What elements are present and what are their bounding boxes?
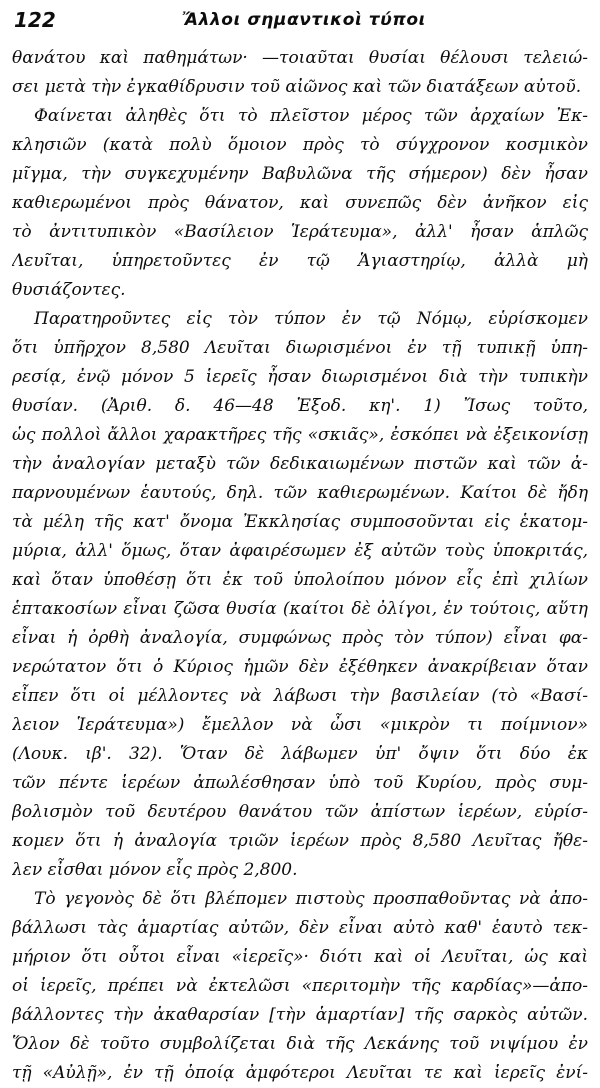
text-line: Τὸ γεγονὸς δὲ ὅτι βλέπομεν πιστοὺς προσπαθοῦντας νὰ ἀπο-: [34, 889, 588, 909]
text-line: θυσιάζοντες.: [12, 280, 126, 300]
text-line: καθιερωμένοι πρὸς θάνατον, καὶ συνεπῶς δὲν ἀνῆκον εἰς: [12, 193, 588, 213]
text-line: κλησιῶν (κατὰ πολὺ ὅμοιον πρὸς τὸ σύγχρονον κοσμικὸν: [12, 135, 588, 155]
body-text: [12, 44, 588, 1088]
text-line: μύρια, ἀλλ' ὅμως, ὅταν ἀφαιρέσωμεν ἐξ αὐτῶν τοὺς ὑποκριτάς,: [12, 541, 588, 561]
text-line: ὡς πολλοὶ ἄλλοι χαρακτῆρες τῆς «σκιᾶς», ἐσκόπει νὰ ἐξεικονίσῃ: [12, 425, 588, 445]
text-line: ρεσίᾳ, ἐνῷ μόνον 5 ἱερεῖς ἦσαν διωρισμένοι διὰ τὴν τυπικὴν: [12, 367, 588, 387]
text-line: τῇ «Αὐλῇ», ἐν τῇ ὁποίᾳ ἀμφότεροι Λευῖται τε καὶ ἱερεῖς ἐνί-: [12, 1063, 588, 1083]
text-line: Λευῖται, ὑπηρετοῦντες ἐν τῷ Ἁγιαστηρίῳ, ἀλλὰ μὴ: [12, 251, 588, 271]
text-line: λειον Ἱεράτευμα») ἔμελλον νὰ ὦσι «μικρὸν τι ποίμνιον»: [12, 715, 588, 735]
text-line: νερώτατον ὅτι ὁ Κύριος ἡμῶν δὲν ἐξέθηκεν ἀνακρίβειαν ὅταν: [12, 657, 588, 677]
text-line: τὰ μέλη τῆς κατ' ὄνομα Ἐκκλησίας συμποσοῦνται εἰς ἑκατομ-: [12, 512, 588, 532]
text-line: βάλλωσι τὰς ἁμαρτίας αὐτῶν, δὲν εἶναι αὐτὸ καθ' ἑαυτὸ τεκ-: [12, 918, 588, 938]
text-line: μήριον ὅτι οὗτοι εἶναι «ἱερεῖς»· διότι καὶ οἱ Λευῖται, ὡς καὶ: [12, 947, 588, 967]
text-line: οἱ ἱερεῖς, πρέπει νὰ ἐκτελῶσι «περιτομὴν τῆς καρδίας»—ἀπο-: [12, 976, 588, 996]
text-line: ἑπτακοσίων εἶναι ζῶσα θυσία (καίτοι δὲ ὀλίγοι, ἐν τούτοις, αὕτη: [12, 599, 588, 619]
text-line: σει μετὰ τὴν ἐγκαθίδρυσιν τοῦ αἰῶνος καὶ τῶν διατάξεων αὐτοῦ.: [12, 77, 582, 97]
running-title: Ἄλλοι σημαντικοὶ τύποι: [182, 10, 426, 30]
text-line: εἶπεν ὅτι οἱ μέλλοντες νὰ λάβωσι τὴν βασιλείαν (τὸ «Βασί-: [12, 686, 588, 706]
text-line: εἶναι ἡ ὀρθὴ ἀναλογία, συμφώνως πρὸς τὸν τύπον) εἶναι φα-: [12, 628, 588, 648]
text-line: τὴν ἀναλογίαν μεταξὺ τῶν δεδικαιωμένων πιστῶν καὶ τῶν ἀ-: [12, 454, 588, 474]
text-line: θυσίαν. (Ἀριθ. δ. 46—48 Ἐξοδ. κη'. 1) Ἴσως τοῦτο,: [12, 396, 588, 416]
page-number: 122: [14, 8, 56, 32]
text-line: Φαίνεται ἀληθὲς ὅτι τὸ πλεῖστον μέρος τῶν ἀρχαίων Ἐκ-: [34, 106, 588, 126]
text-line: καὶ ὅταν ὑποθέσῃ ὅτι ἐκ τοῦ ὑπολοίπου μόνον εἷς ἐπὶ χιλίων: [12, 570, 588, 590]
text-line: Ὅλον δὲ τοῦτο συμβολίζεται διὰ τῆς Λεκάνης τοῦ νιψίμου ἐν: [12, 1034, 588, 1054]
text-line: Παρατηροῦντες εἰς τὸν τύπον ἐν τῷ Νόμῳ, εὑρίσκομεν: [34, 309, 588, 329]
text-line: κομεν ὅτι ἡ ἀναλογία τριῶν ἱερέων πρὸς 8,580 Λευῖτας ἤθε-: [12, 831, 588, 851]
text-line: λεν εἶσθαι μόνον εἷς πρὸς 2,800.: [12, 860, 298, 880]
text-line: (Λουκ. ιβ'. 32). Ὅταν δὲ λάβωμεν ὑπ' ὄψιν ὅτι δύο ἐκ: [12, 744, 588, 764]
text-line: βολισμὸν τοῦ δευτέρου θανάτου τῶν ἀπίστων ἱερέων, εὑρίσ-: [12, 802, 588, 822]
text-line: θανάτου καὶ παθημάτων· —τοιαῦται θυσίαι θέλουσι τελειώ-: [12, 48, 588, 68]
text-line: τὸ ἀντιτυπικὸν «Βασίλειον Ἱεράτευμα», ἀλλ' ἦσαν ἁπλῶς: [12, 222, 588, 242]
page-header: [14, 6, 594, 36]
text-line: ὅτι ὑπῆρχον 8,580 Λευῖται διωρισμένοι ἐν τῇ τυπικῇ ὑπη-: [12, 338, 588, 358]
text-line: βάλλοντες τὴν ἀκαθαρσίαν [τὴν ἁμαρτίαν] τῆς σαρκὸς αὐτῶν.: [12, 1005, 588, 1025]
text-line: παρνουμένων ἑαυτούς, δηλ. τῶν καθιερωμένων. Καίτοι δὲ ἤδη: [12, 483, 588, 503]
text-line: μῖγμα, τὴν συγκεχυμένην Βαβυλῶνα τῆς σήμερον) δὲν ἦσαν: [12, 164, 588, 184]
text-line: τῶν πέντε ἱερέων ἀπωλέσθησαν ὑπὸ τοῦ Κυρίου, πρὸς συμ-: [12, 773, 588, 793]
